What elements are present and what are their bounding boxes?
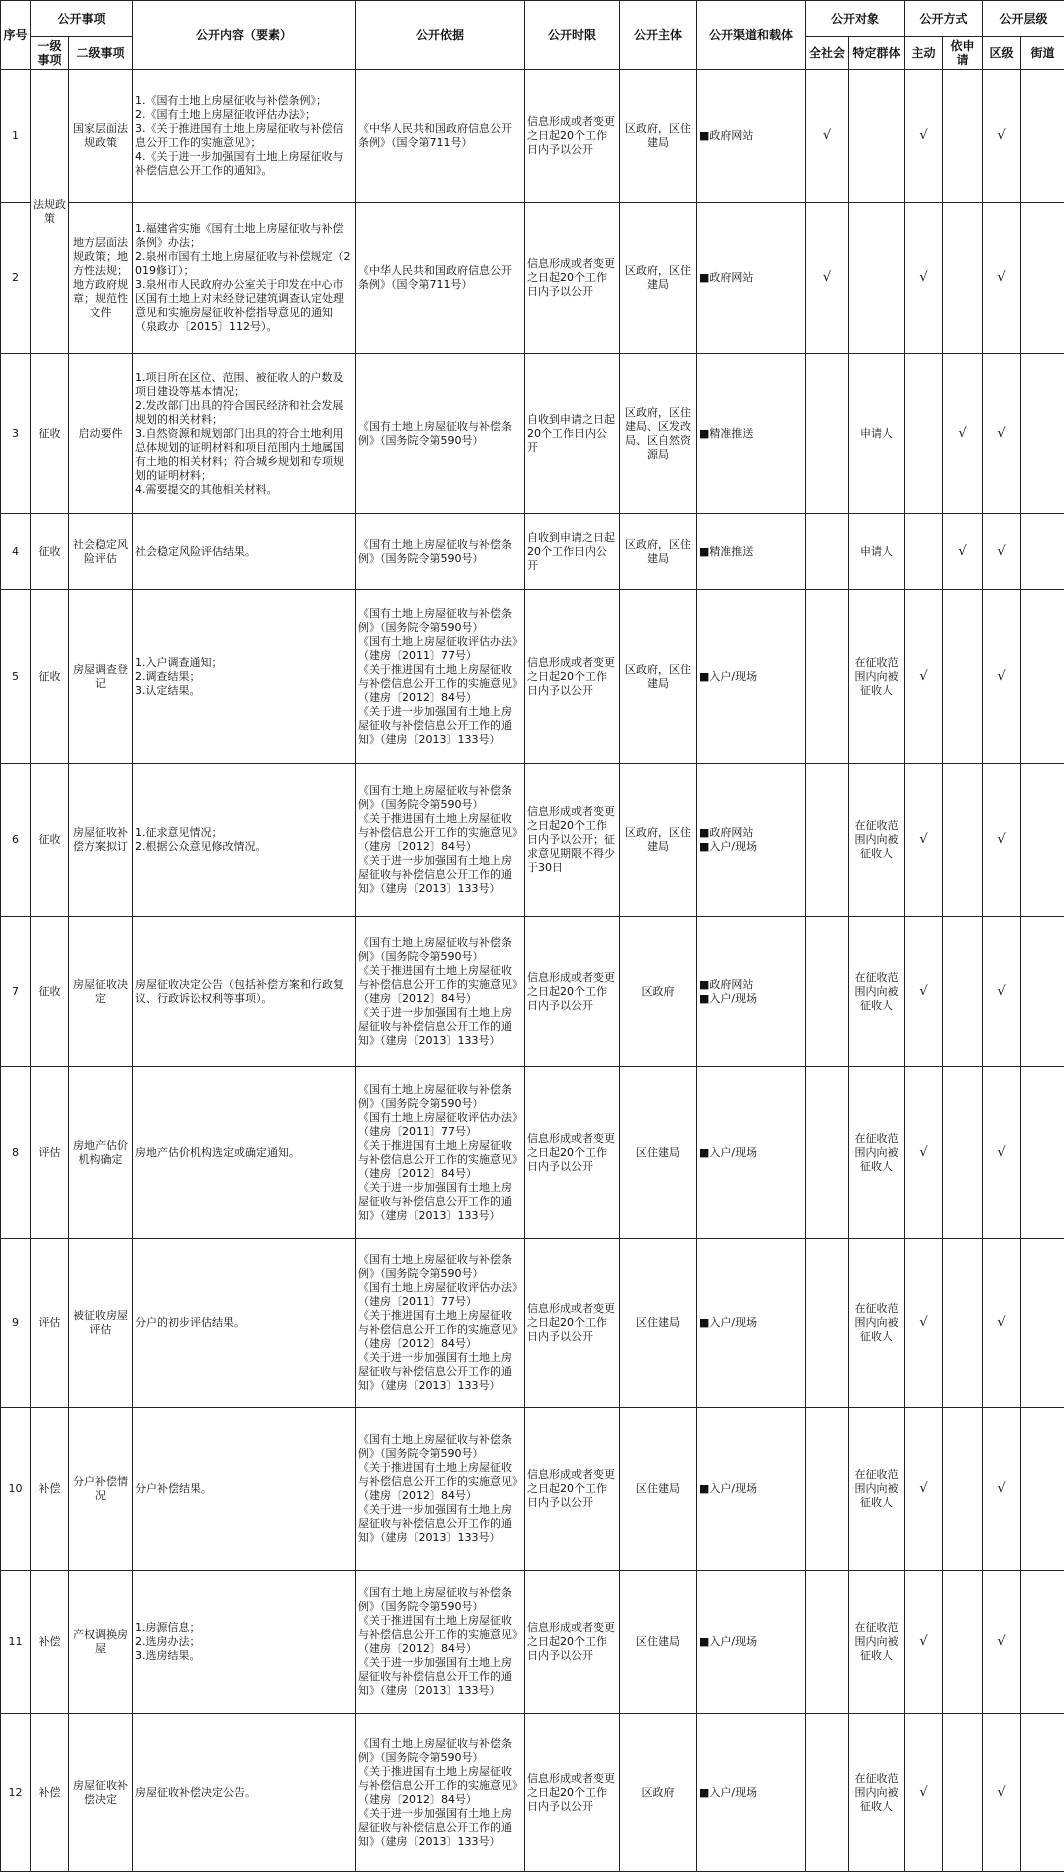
row-target-specific: 在征收范围内向被征收人: [849, 1714, 905, 1872]
row-method-active: √: [905, 1239, 943, 1408]
row-level-district: √: [983, 1239, 1021, 1408]
header-channel: 公开渠道和载体: [697, 1, 806, 70]
row-method-request: [943, 917, 983, 1067]
row-content: 房地产估价机构选定或确定通知。: [133, 1067, 356, 1239]
row-level1: 评估: [31, 1067, 69, 1239]
row-method-active: [905, 514, 943, 590]
table-row: [1, 514, 1064, 590]
row-method-active: √: [905, 590, 943, 764]
row-level-street: [1021, 1239, 1064, 1408]
row-deadline: 信息形成或者变更之日起20个工作日内予以公开: [525, 1571, 620, 1714]
row-deadline: 自收到申请之日起20个工作日内公开: [525, 354, 620, 514]
row-channel: ■精准推送: [697, 514, 806, 590]
row-level-district: √: [983, 917, 1021, 1067]
row-basis: 《国有土地上房屋征收与补偿条例》（国务院令第590号） 《关于推进国有土地上房屋征收与补偿信息公开工作的实施意见》（建房〔2012〕84号） 《关于进一步加强国有土地上房屋征收与补偿信息公开工作的通知》（建房〔2013〕133号）: [356, 1571, 525, 1714]
row-method-request: [943, 764, 983, 917]
row-level1: 征收: [31, 354, 69, 514]
row-deadline: 信息形成或者变更之日起20个工作日内予以公开: [525, 590, 620, 764]
row-level-district: √: [983, 1408, 1021, 1571]
row-basis: 《国有土地上房屋征收与补偿条例》（国务院令第590号） 《关于推进国有土地上房屋征收与补偿信息公开工作的实施意见》（建房〔2012〕84号） 《关于进一步加强国有土地上房屋征收与补偿信息公开工作的通知》（建房〔2013〕133号）: [356, 1408, 525, 1571]
row-level1: 补偿: [31, 1408, 69, 1571]
header-level: 公开层级: [983, 1, 1064, 37]
row-seq: 9: [1, 1239, 31, 1408]
row-level2: 被征收房屋评估: [69, 1239, 133, 1408]
row-level-street: [1021, 354, 1064, 514]
row-deadline: 信息形成或者变更之日起20个工作日内予以公开: [525, 1067, 620, 1239]
row-target-specific: 在征收范围内向被征收人: [849, 1067, 905, 1239]
row-level-street: [1021, 764, 1064, 917]
row-basis: 《国有土地上房屋征收与补偿条例》（国务院令第590号） 《国有土地上房屋征收评估办法》（建房〔2011〕77号） 《关于推进国有土地上房屋征收与补偿信息公开工作的实施意见》（建房〔2012〕84号） 《关于进一步加强国有土地上房屋征收与补偿信息公开工作的通知》（建房〔2013〕133号）: [356, 590, 525, 764]
row-level-district: √: [983, 203, 1021, 354]
row-method-request: √: [943, 354, 983, 514]
row-channel: ■政府网站 ■入户/现场: [697, 917, 806, 1067]
row-seq: 4: [1, 514, 31, 590]
header-subject: 公开主体: [620, 1, 697, 70]
row-target-specific: 在征收范围内向被征收人: [849, 1408, 905, 1571]
row-level-street: [1021, 1408, 1064, 1571]
row-content: 1.项目所在区位、范围、被征收人的户数及项目建设等基本情况； 2.发改部门出具的符合国民经济和社会发展规划的相关材料； 3.自然资源和规划部门出具的符合土地利用总体规划的证明材料和项目范围内土地属国有土地的相关材料；符合城乡规划和专项规划的证明材料； 4.需要提交的其他相关材料。: [133, 354, 356, 514]
row-content: 房屋征收补偿决定公告。: [133, 1714, 356, 1872]
row-level-street: [1021, 514, 1064, 590]
row-level-street: [1021, 70, 1064, 203]
row-seq: 7: [1, 917, 31, 1067]
table-row: [1, 203, 1064, 354]
row-level-district: √: [983, 70, 1021, 203]
row-subject: 区政府: [620, 1714, 697, 1872]
row-level1: 征收: [31, 917, 69, 1067]
row-level1: 征收: [31, 514, 69, 590]
row-target-all: [806, 354, 849, 514]
row-level-district: √: [983, 1571, 1021, 1714]
table-row: [1, 917, 1064, 1067]
row-level2: 分户补偿情况: [69, 1408, 133, 1571]
header-method-request: 依申请: [943, 37, 983, 70]
row-deadline: 信息形成或者变更之日起20个工作日内予以公开: [525, 1239, 620, 1408]
row-target-all: √: [806, 70, 849, 203]
row-channel: ■入户/现场: [697, 1408, 806, 1571]
row-target-specific: [849, 203, 905, 354]
row-target-all: [806, 1067, 849, 1239]
row-seq: 3: [1, 354, 31, 514]
row-deadline: 信息形成或者变更之日起20个工作日内予以公开: [525, 203, 620, 354]
row-level-district: √: [983, 1067, 1021, 1239]
row-target-all: [806, 1571, 849, 1714]
row-seq: 6: [1, 764, 31, 917]
row-level1: 补偿: [31, 1714, 69, 1872]
row-level2: 房地产估价机构确定: [69, 1067, 133, 1239]
row-subject: 区住建局: [620, 1571, 697, 1714]
row-method-active: √: [905, 917, 943, 1067]
row-content: 社会稳定风险评估结果。: [133, 514, 356, 590]
row-channel: ■政府网站: [697, 203, 806, 354]
table-body: [1, 70, 1064, 1872]
row-content: 1.入户调查通知； 2.调查结果； 3.认定结果。: [133, 590, 356, 764]
row-basis: 《中华人民共和国政府信息公开条例》（国令第711号）: [356, 203, 525, 354]
row-channel: ■入户/现场: [697, 1067, 806, 1239]
header-items: 公开事项: [31, 1, 133, 37]
row-seq: 5: [1, 590, 31, 764]
row-method-active: √: [905, 1571, 943, 1714]
row-method-active: √: [905, 70, 943, 203]
row-seq: 2: [1, 203, 31, 354]
row-level2: 国家层面法规政策: [69, 70, 133, 203]
row-method-active: √: [905, 1714, 943, 1872]
table-row: [1, 1067, 1064, 1239]
row-method-request: [943, 1239, 983, 1408]
table-row: [1, 764, 1064, 917]
header-seq: 序号: [1, 1, 31, 70]
header-method-active: 主动: [905, 37, 943, 70]
row-subject: 区政府，区住建局: [620, 70, 697, 203]
row-content: 分户补偿结果。: [133, 1408, 356, 1571]
table-row: [1, 590, 1064, 764]
row-channel: ■入户/现场: [697, 1571, 806, 1714]
row-level1: 法规政策: [31, 70, 69, 354]
row-channel: ■入户/现场: [697, 1714, 806, 1872]
row-level1: 征收: [31, 764, 69, 917]
row-target-specific: 在征收范围内向被征收人: [849, 1239, 905, 1408]
header-level-district: 区级: [983, 37, 1021, 70]
row-level-district: √: [983, 764, 1021, 917]
row-target-specific: 申请人: [849, 354, 905, 514]
row-subject: 区住建局: [620, 1067, 697, 1239]
row-basis: 《国有土地上房屋征收与补偿条例》（国务院令第590号） 《关于推进国有土地上房屋征收与补偿信息公开工作的实施意见》（建房〔2012〕84号） 《关于进一步加强国有土地上房屋征收与补偿信息公开工作的通知》（建房〔2013〕133号）: [356, 764, 525, 917]
row-channel: ■政府网站: [697, 70, 806, 203]
row-content: 1.《国有土地上房屋征收与补偿条例》； 2.《国有土地上房屋征收评估办法》； 3.《关于推进国有土地上房屋征收与补偿信息公开工作的实施意见》； 4.《关于进一步加强国有土地上房屋征收与补偿信息公开工作的通知》。: [133, 70, 356, 203]
row-channel: ■入户/现场: [697, 590, 806, 764]
row-method-active: √: [905, 203, 943, 354]
table-row: [1, 70, 1064, 203]
row-method-active: [905, 354, 943, 514]
row-method-request: [943, 1571, 983, 1714]
row-basis: 《国有土地上房屋征收与补偿条例》（国务院令第590号） 《国有土地上房屋征收评估办法》（建房〔2011〕77号） 《关于推进国有土地上房屋征收与补偿信息公开工作的实施意见》（建房〔2012〕84号） 《关于进一步加强国有土地上房屋征收与补偿信息公开工作的通知》（建房〔2013〕133号）: [356, 1067, 525, 1239]
row-target-specific: [849, 70, 905, 203]
table-row: [1, 354, 1064, 514]
row-target-all: √: [806, 203, 849, 354]
row-level-district: √: [983, 590, 1021, 764]
row-target-all: [806, 514, 849, 590]
row-seq: 11: [1, 1571, 31, 1714]
row-target-specific: 在征收范围内向被征收人: [849, 917, 905, 1067]
header-method: 公开方式: [905, 1, 983, 37]
row-deadline: 信息形成或者变更之日起20个工作日内予以公开: [525, 1714, 620, 1872]
table-row: [1, 1714, 1064, 1872]
row-level-district: √: [983, 1714, 1021, 1872]
row-deadline: 信息形成或者变更之日起20个工作日内予以公开: [525, 70, 620, 203]
row-subject: 区政府，区住建局: [620, 514, 697, 590]
row-level2: 房屋征收决定: [69, 917, 133, 1067]
row-basis: 《国有土地上房屋征收与补偿条例》（国务院令第590号） 《关于推进国有土地上房屋征收与补偿信息公开工作的实施意见》（建房〔2012〕84号） 《关于进一步加强国有土地上房屋征收与补偿信息公开工作的通知》（建房〔2013〕133号）: [356, 1714, 525, 1872]
row-subject: 区政府: [620, 917, 697, 1067]
header-target-all: 全社会: [806, 37, 849, 70]
row-level2: 产权调换房屋: [69, 1571, 133, 1714]
row-level2: 地方层面法规政策；地方性法规；地方政府规章；规范性文件: [69, 203, 133, 354]
row-level2: 启动要件: [69, 354, 133, 514]
row-seq: 8: [1, 1067, 31, 1239]
row-level1: 补偿: [31, 1571, 69, 1714]
header-level1: 一级事项: [31, 37, 69, 70]
header-level-street: 街道: [1021, 37, 1064, 70]
row-target-specific: 在征收范围内向被征收人: [849, 590, 905, 764]
header-level2: 二级事项: [69, 37, 133, 70]
table-row: [1, 1239, 1064, 1408]
row-level-street: [1021, 1571, 1064, 1714]
row-method-request: [943, 70, 983, 203]
row-method-request: [943, 590, 983, 764]
row-method-active: √: [905, 1408, 943, 1571]
row-subject: 区政府，区住建局: [620, 203, 697, 354]
row-subject: 区政府，区住建局、区发改局、区自然资源局: [620, 354, 697, 514]
row-level2: 房屋征收补偿方案拟订: [69, 764, 133, 917]
row-method-request: [943, 203, 983, 354]
row-level-street: [1021, 203, 1064, 354]
row-method-request: √: [943, 514, 983, 590]
row-target-all: [806, 1239, 849, 1408]
row-target-specific: 在征收范围内向被征收人: [849, 1571, 905, 1714]
row-channel: ■政府网站 ■入户/现场: [697, 764, 806, 917]
row-level-street: [1021, 1714, 1064, 1872]
row-target-all: [806, 764, 849, 917]
table-row: [1, 1571, 1064, 1714]
row-level-district: √: [983, 514, 1021, 590]
row-basis: 《国有土地上房屋征收与补偿条例》（国务院令第590号） 《国有土地上房屋征收评估办法》（建房〔2011〕77号） 《关于推进国有土地上房屋征收与补偿信息公开工作的实施意见》（建房〔2012〕84号） 《关于进一步加强国有土地上房屋征收与补偿信息公开工作的通知》（建房〔2013〕133号）: [356, 1239, 525, 1408]
row-level2: 房屋调查登记: [69, 590, 133, 764]
row-deadline: 信息形成或者变更之日起20个工作日内予以公开: [525, 917, 620, 1067]
row-content: 1.福建省实施《国有土地上房屋征收与补偿条例》办法； 2.泉州市国有土地上房屋征收与补偿规定（2019修订）； 3.泉州市人民政府办公室关于印发在中心市区国有土地上对未经登记建筑调查认定处理意见和实施房屋征收补偿指导意见的通知（泉政办〔2015〕112号）。: [133, 203, 356, 354]
row-subject: 区住建局: [620, 1239, 697, 1408]
row-basis: 《国有土地上房屋征收与补偿条例》（国务院令第590号） 《关于推进国有土地上房屋征收与补偿信息公开工作的实施意见》（建房〔2012〕84号） 《关于进一步加强国有土地上房屋征收与补偿信息公开工作的通知》（建房〔2013〕133号）: [356, 917, 525, 1067]
row-content: 房屋征收决定公告（包括补偿方案和行政复议、行政诉讼权利等事项）。: [133, 917, 356, 1067]
row-seq: 1: [1, 70, 31, 203]
row-target-all: [806, 1714, 849, 1872]
row-level2: 社会稳定风险评估: [69, 514, 133, 590]
row-method-request: [943, 1067, 983, 1239]
row-method-request: [943, 1408, 983, 1571]
row-subject: 区住建局: [620, 1408, 697, 1571]
row-subject: 区政府，区住建局: [620, 764, 697, 917]
row-basis: 《中华人民共和国政府信息公开条例》（国令第711号）: [356, 70, 525, 203]
row-method-active: √: [905, 1067, 943, 1239]
header-target: 公开对象: [806, 1, 905, 37]
row-level1: 征收: [31, 590, 69, 764]
row-content: 分户的初步评估结果。: [133, 1239, 356, 1408]
row-subject: 区政府，区住建局: [620, 590, 697, 764]
row-level1: 评估: [31, 1239, 69, 1408]
row-basis: 《国有土地上房屋征收与补偿条例》（国务院令第590号）: [356, 354, 525, 514]
row-target-specific: 申请人: [849, 514, 905, 590]
row-target-specific: 在征收范围内向被征收人: [849, 764, 905, 917]
row-seq: 10: [1, 1408, 31, 1571]
row-level-street: [1021, 590, 1064, 764]
row-deadline: 信息形成或者变更之日起20个工作日内予以公开；征求意见期限不得少于30日: [525, 764, 620, 917]
row-method-active: √: [905, 764, 943, 917]
row-target-all: [806, 590, 849, 764]
row-basis: 《国有土地上房屋征收与补偿条例》（国务院令第590号）: [356, 514, 525, 590]
header-deadline: 公开时限: [525, 1, 620, 70]
row-deadline: 自收到申请之日起20个工作日内公开: [525, 514, 620, 590]
row-level-street: [1021, 1067, 1064, 1239]
row-channel: ■精准推送: [697, 354, 806, 514]
row-method-request: [943, 1714, 983, 1872]
header-basis: 公开依据: [356, 1, 525, 70]
header-target-specific: 特定群体: [849, 37, 905, 70]
row-target-all: [806, 1408, 849, 1571]
row-level-district: √: [983, 354, 1021, 514]
table-row: [1, 1408, 1064, 1571]
row-level-street: [1021, 917, 1064, 1067]
row-target-all: [806, 917, 849, 1067]
row-deadline: 信息形成或者变更之日起20个工作日内予以公开: [525, 1408, 620, 1571]
row-level2: 房屋征收补偿决定: [69, 1714, 133, 1872]
row-content: 1.征求意见情况； 2.根据公众意见修改情况。: [133, 764, 356, 917]
row-seq: 12: [1, 1714, 31, 1872]
header-content: 公开内容（要素）: [133, 1, 356, 70]
row-channel: ■入户/现场: [697, 1239, 806, 1408]
row-content: 1.房源信息； 2.选房办法； 3.选房结果。: [133, 1571, 356, 1714]
